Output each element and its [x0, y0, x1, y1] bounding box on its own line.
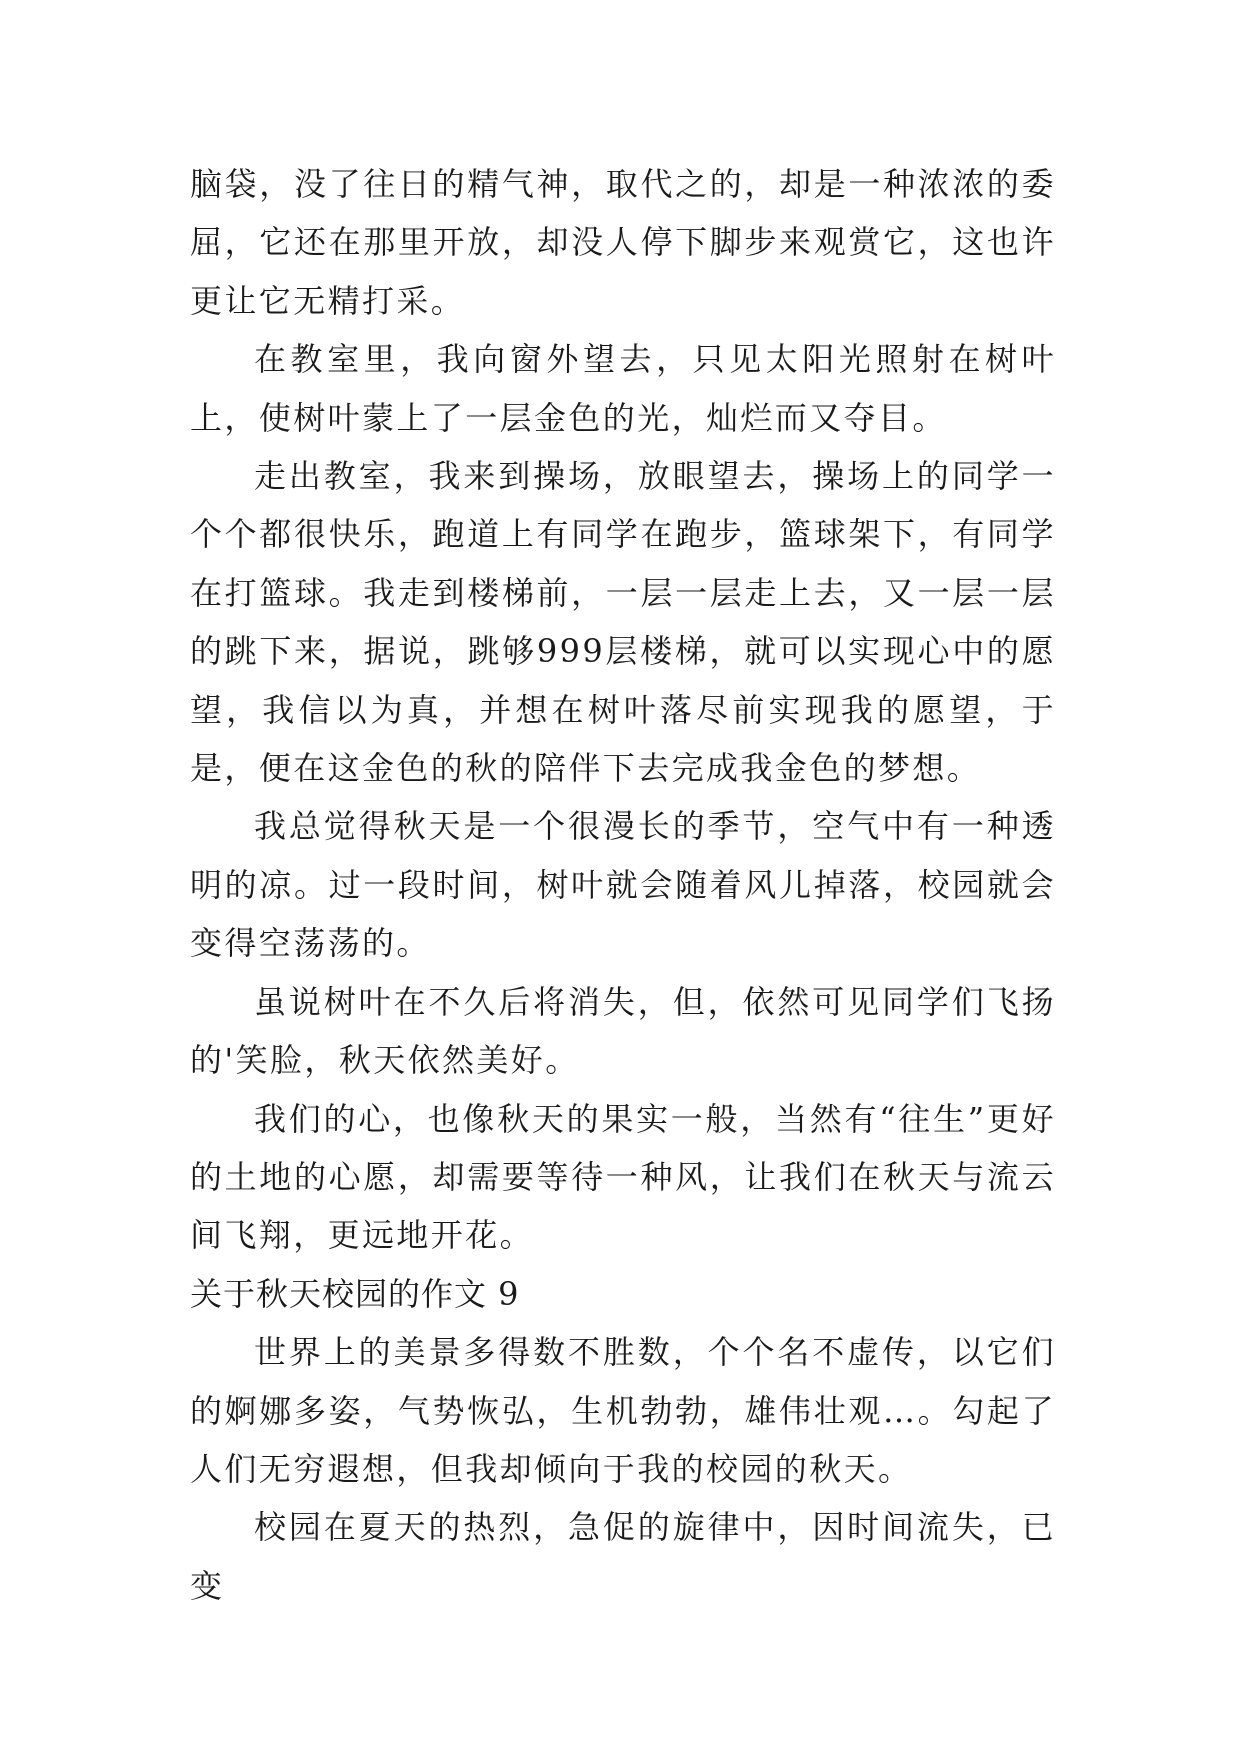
paragraph-world-scenery: 世界上的美景多得数不胜数，个个名不虚传，以它们的婀娜多姿，气势恢弘，生机勃勃，雄伟壮观…。勾起了人们无穷遐想，但我却倾向于我的校园的秋天。 — [190, 1333, 1056, 1488]
paragraph-summer-rhythm: 校园在夏天的热烈，急促的旋律中，因时间流失，已变 — [190, 1508, 1056, 1605]
document-body — [190, 155, 1056, 1615]
paragraph-continuation: 脑袋，没了往日的精气神，取代之的，却是一种浓浓的委屈，它还在那里开放，却没人停下脚步来观赏它，这也许更让它无精打采。 — [190, 165, 1056, 320]
paragraph-classroom: 在教室里，我向窗外望去，只见太阳光照射在树叶上，使树叶蒙上了一层金色的光，灿烂而又夺目。 — [190, 340, 1056, 437]
paragraph-long-season: 我总觉得秋天是一个很漫长的季节，空气中有一种透明的凉。过一段时间，树叶就会随着风儿掉落，校园就会变得空荡荡的。 — [190, 807, 1056, 963]
paragraph-smiles: 虽说树叶在不久后将消失，但，依然可见同学们飞扬的'笑脸，秋天依然美好。 — [190, 982, 1056, 1080]
paragraph-our-hearts: 我们的心，也像秋天的果实一般，当然有“往生”更好的土地的心愿，却需要等待一种风，让我们在秋天与流云间飞翔，更远地开花。 — [190, 1099, 1056, 1255]
paragraph-playground: 走出教室，我来到操场，放眼望去，操场上的同学一个个都很快乐，跑道上有同学在跑步，篮球架下，有同学在打篮球。我走到楼梯前，一层一层走上去，又一层一层的跳下来，据说，跳够999层楼梯，就可以实现心中的愿望，我信以为真，并想在树叶落尽前实现我的愿望，于是，便在这金色的秋的陪伴下去完成我金色的梦想。 — [190, 457, 1056, 788]
essay-heading: 关于秋天校园的作文 9 — [190, 1274, 520, 1313]
